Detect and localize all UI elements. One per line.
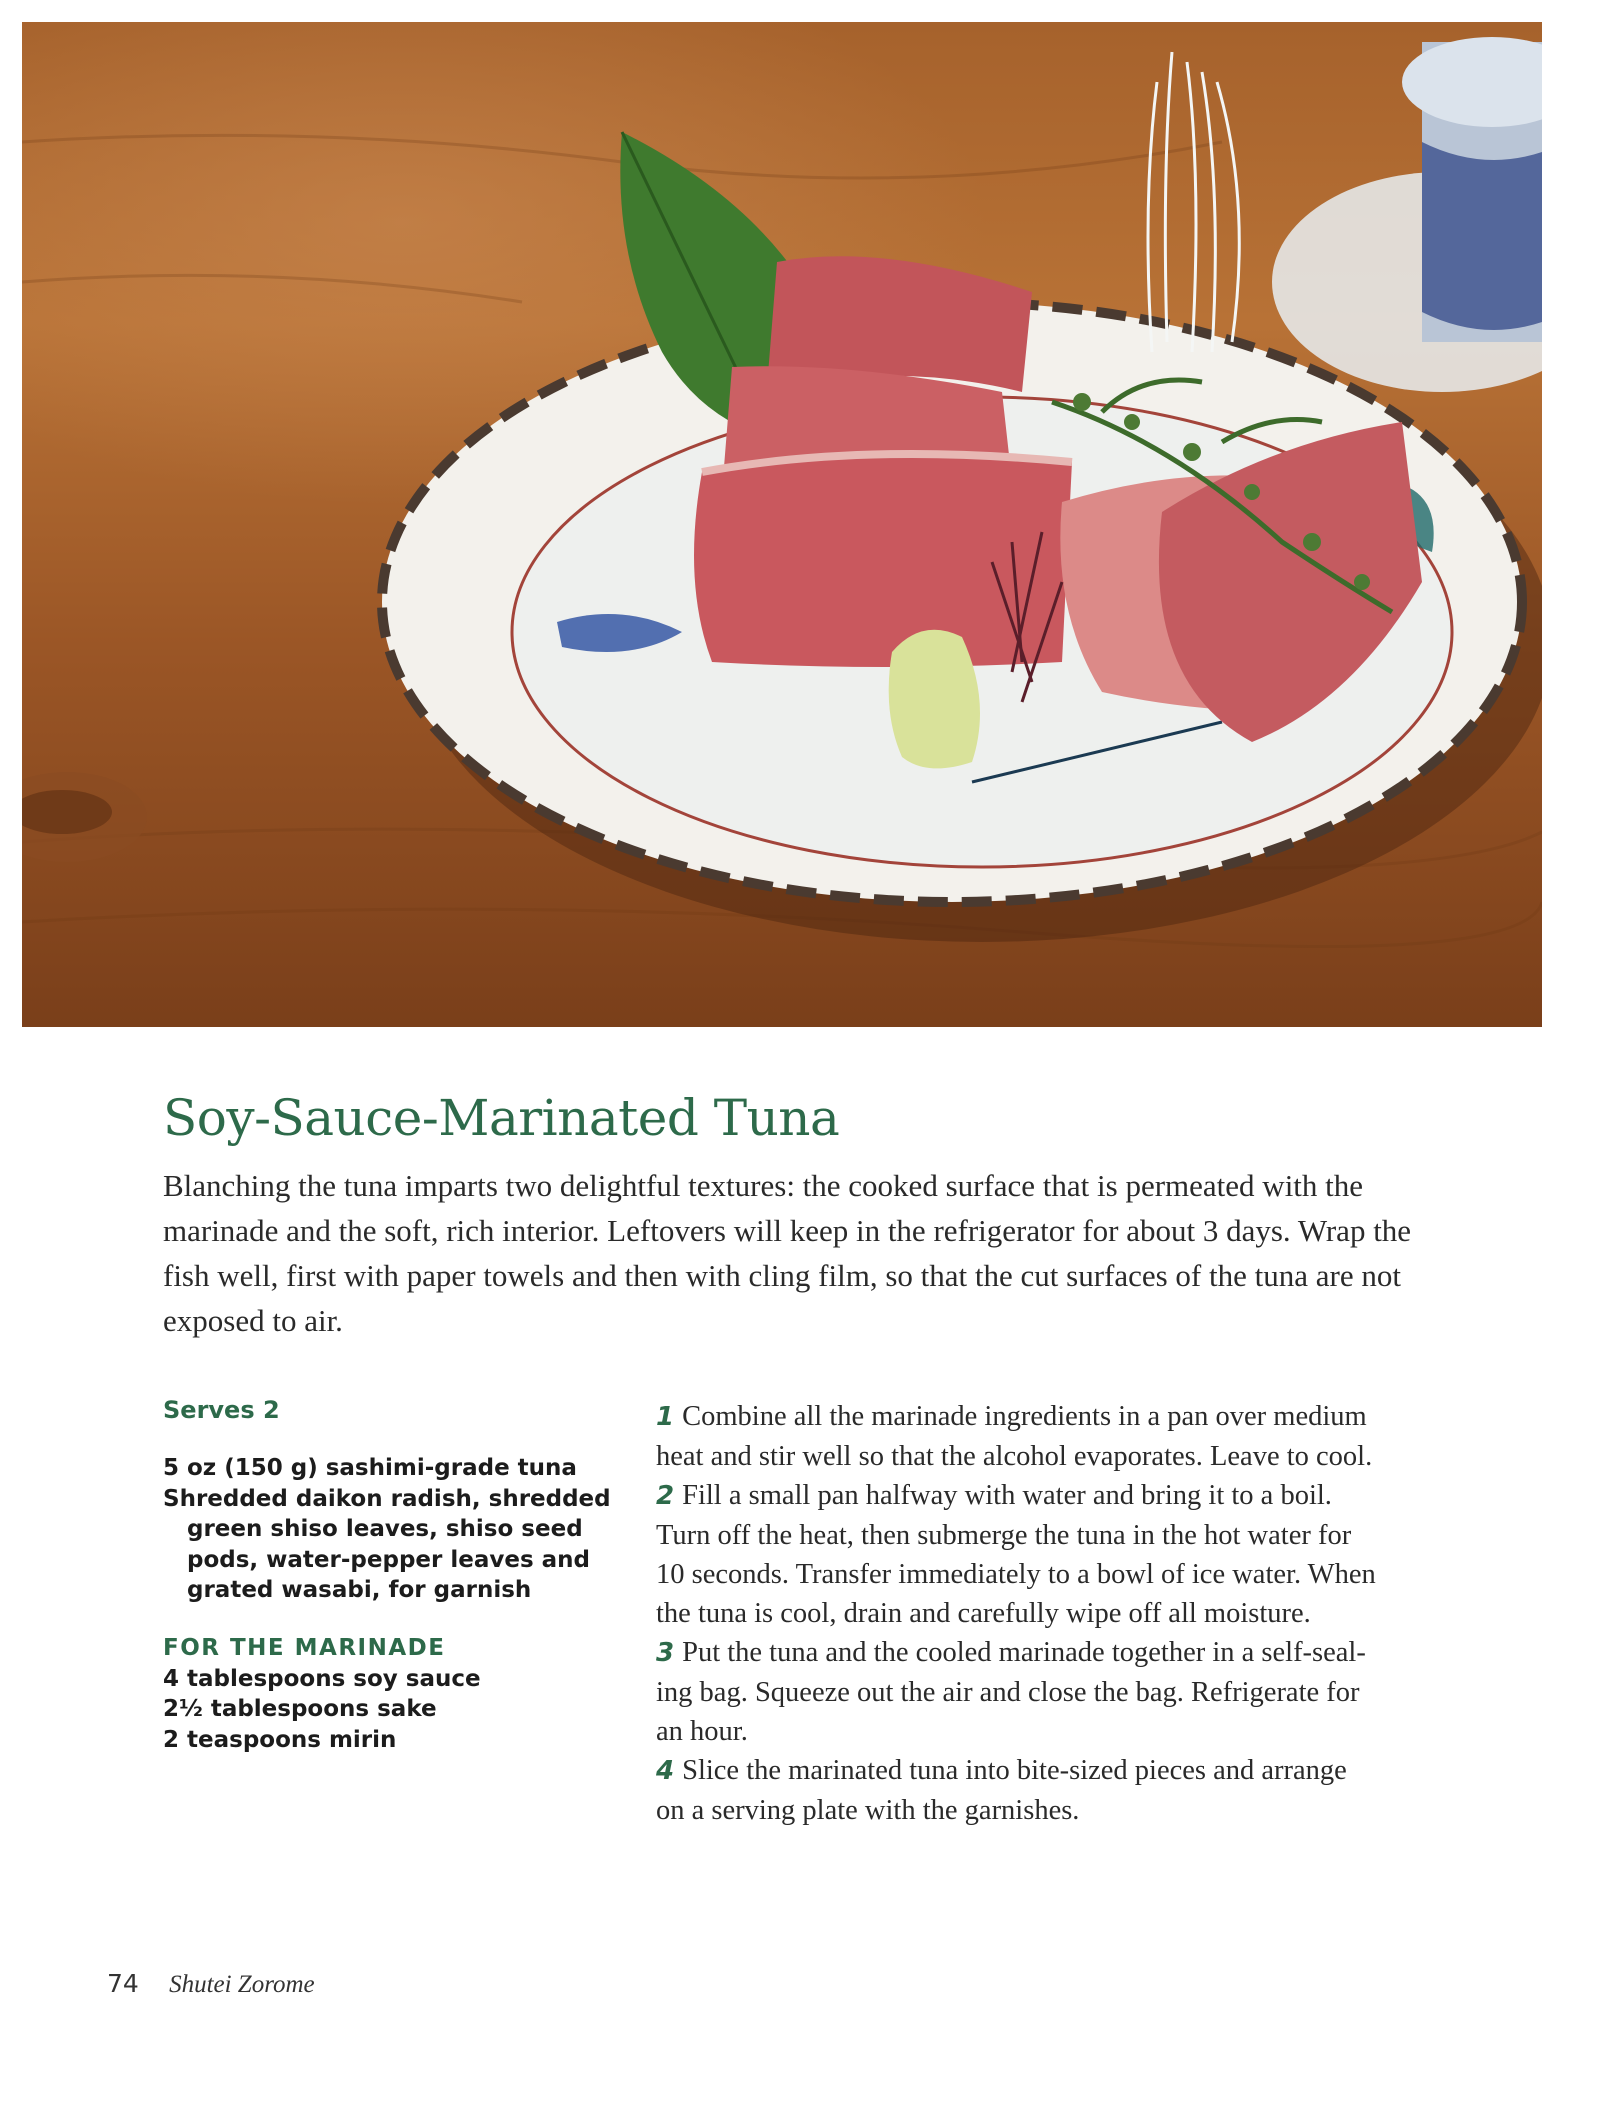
recipe-title: Soy-Sauce-Marinated Tuna: [163, 1089, 840, 1147]
serves-label: Serves 2: [163, 1396, 280, 1424]
ingredient-line: 5 oz (150 g) sashimi-grade tuna: [163, 1455, 577, 1481]
step-text-line: Turn off the heat, then submerge the tuna in the hot water for: [656, 1520, 1352, 1551]
step-4: [656, 1751, 1436, 1830]
step-text-line: ing bag. Squeeze out the air and close the bag. Refrigerate for: [656, 1677, 1360, 1708]
page-number: 74: [107, 1969, 139, 1998]
step-text-line: 10 seconds. Transfer immediately to a bowl of ice water. When: [656, 1559, 1376, 1590]
step-text-line: heat and stir well so that the alcohol evaporates. Leave to cool.: [656, 1441, 1373, 1472]
step-3: [656, 1633, 1436, 1751]
running-title: Shutei Zorome: [169, 1971, 315, 1998]
marinade-ingredient: 2 teaspoons mirin: [163, 1726, 397, 1753]
step-text-line: on a serving plate with the garnishes.: [656, 1795, 1080, 1826]
step-text-line: Slice the marinated tuna into bite-sized pieces and arrange: [682, 1755, 1347, 1786]
step-number: 2: [656, 1481, 675, 1511]
step-number: 3: [656, 1638, 675, 1668]
step-2: [656, 1476, 1436, 1633]
step-text-line: Fill a small pan halfway with water and bring it to a boil.: [682, 1480, 1332, 1511]
ingredient-line: pods, water-pepper leaves and: [187, 1546, 591, 1573]
tuna-sashimi-plate-photo: [22, 22, 1542, 1027]
ingredient-line: Shredded daikon radish, shredded: [163, 1485, 611, 1512]
step-text-line: Put the tuna and the cooled marinade together in a self-seal-: [682, 1637, 1366, 1668]
marinade-heading: FOR THE MARINADE: [163, 1634, 446, 1661]
method-steps: [656, 1397, 1436, 1830]
step-text-line: the tuna is cool, drain and carefully wipe off all moisture.: [656, 1598, 1311, 1629]
step-text-line: Combine all the marinade ingredients in a pan over medium: [682, 1401, 1367, 1432]
recipe-photo: [22, 22, 1542, 1027]
page-footer: [107, 1967, 315, 2002]
step-text-line: an hour.: [656, 1716, 748, 1747]
recipe-intro: Blanching the tuna imparts two delightful textures: the cooked surface that is permeated with the marinade and the soft, rich interior. Leftovers will keep in the refrigerator for about 3 days. Wrap the fish well, first with paper towels and then with cling film, so that the cut surfaces of the tuna are not exposed to air.: [163, 1168, 1412, 1338]
ingredients-column: [163, 1393, 623, 1755]
ingredient-line: grated wasabi, for garnish: [187, 1577, 532, 1603]
step-1: [656, 1397, 1436, 1476]
step-number: 1: [656, 1402, 675, 1432]
step-number: 4: [656, 1756, 675, 1786]
ingredient-line: green shiso leaves, shiso seed: [187, 1516, 583, 1542]
marinade-ingredient: 4 tablespoons soy sauce: [163, 1665, 481, 1692]
marinade-ingredient: 2½ tablespoons sake: [163, 1696, 437, 1722]
